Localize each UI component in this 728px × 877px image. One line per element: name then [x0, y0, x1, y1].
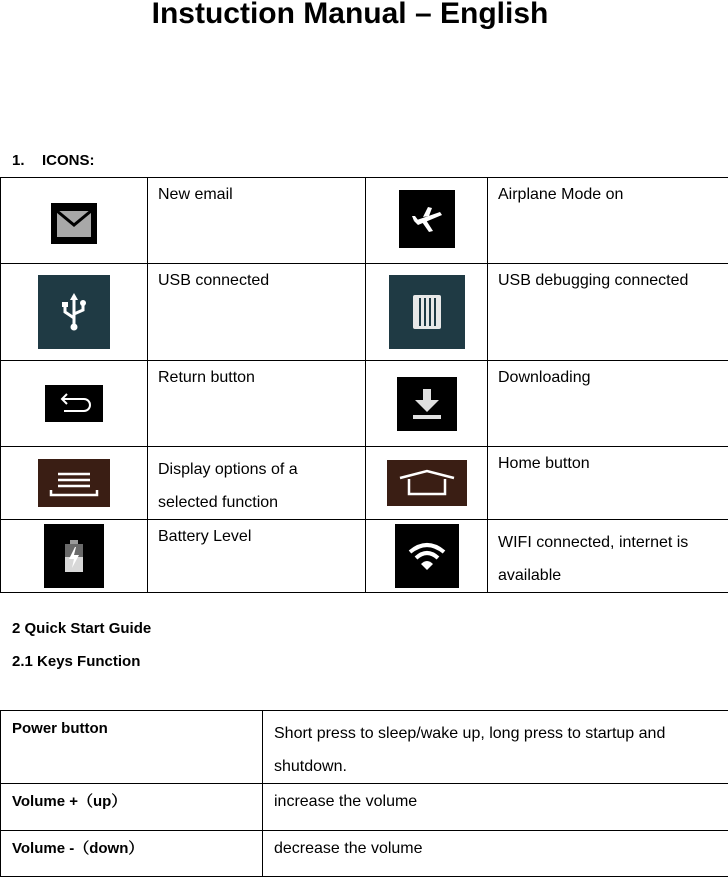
table-row — [1, 784, 728, 831]
icon-description: Home button — [488, 447, 728, 520]
icon-cell — [1, 520, 148, 593]
icon-description: Airplane Mode on — [488, 178, 728, 264]
usb-debugging-icon — [389, 275, 465, 349]
icon-cell — [1, 447, 148, 520]
icon-cell — [366, 520, 488, 593]
key-name: Power button — [1, 711, 263, 784]
table-row — [1, 361, 728, 447]
icons-table — [0, 177, 728, 593]
icon-description: USB connected — [148, 264, 366, 361]
icon-cell — [366, 178, 488, 264]
key-name: Volume +（up） — [1, 784, 263, 831]
wifi-icon — [395, 524, 459, 588]
airplane-icon — [399, 190, 455, 248]
section-heading-quick-start: 2 Quick Start Guide — [12, 620, 151, 637]
table-row — [1, 264, 728, 361]
icon-cell — [366, 361, 488, 447]
email-icon — [51, 203, 97, 244]
icon-cell — [366, 264, 488, 361]
icon-cell — [1, 361, 148, 447]
return-icon — [45, 385, 103, 422]
section-number: 1. — [12, 152, 42, 169]
table-row — [1, 831, 728, 877]
download-icon — [397, 377, 457, 431]
menu-icon — [38, 459, 110, 507]
icon-cell — [1, 178, 148, 264]
keys-table — [0, 710, 728, 877]
icon-description: Downloading — [488, 361, 728, 447]
page-title: Instuction Manual – English — [0, 0, 700, 34]
key-description: increase the volume — [263, 784, 728, 831]
table-row — [1, 711, 728, 784]
table-row — [1, 447, 728, 520]
icon-description: Battery Level — [148, 520, 366, 593]
icon-description: USB debugging connected — [488, 264, 728, 361]
icon-description: Display options of a selected function — [148, 447, 366, 520]
icon-description: Return button — [148, 361, 366, 447]
section-heading-keys-function: 2.1 Keys Function — [12, 653, 140, 670]
icon-description: WIFI connected, internet is available — [488, 520, 728, 593]
home-icon — [387, 460, 467, 506]
key-name: Volume -（down） — [1, 831, 263, 877]
key-description: Short press to sleep/wake up, long press to startup and shutdown. — [263, 711, 728, 784]
section-title: ICONS: — [42, 152, 95, 169]
table-row — [1, 520, 728, 593]
section-heading-icons — [12, 152, 95, 169]
battery-icon — [44, 524, 104, 588]
icon-cell — [366, 447, 488, 520]
icon-description: New email — [148, 178, 366, 264]
usb-icon — [38, 275, 110, 349]
key-description: decrease the volume — [263, 831, 728, 877]
icon-cell — [1, 264, 148, 361]
table-row — [1, 178, 728, 264]
